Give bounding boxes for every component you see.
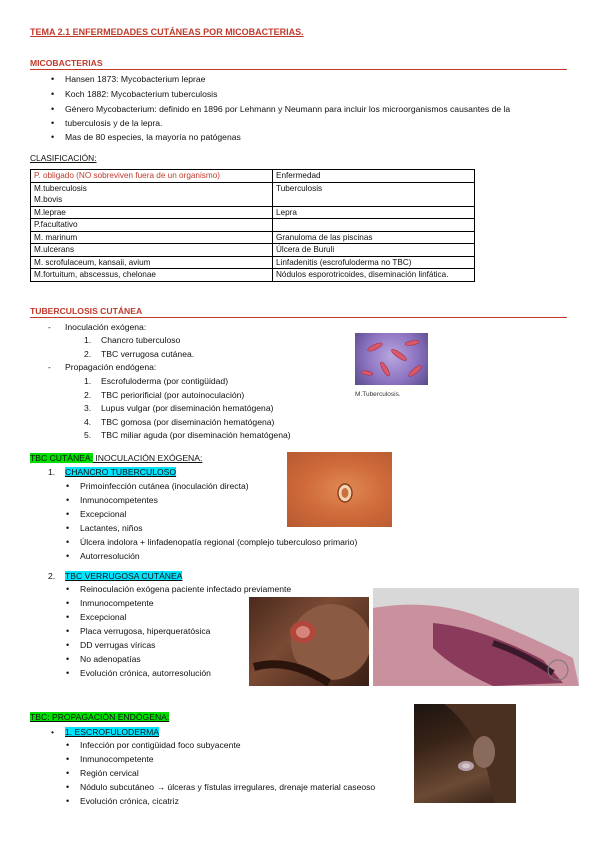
list-item: 3. Lupus vulgar (por diseminación hematógena) (84, 403, 274, 414)
table-cell: M.tuberculosis M.bovis (31, 182, 273, 206)
image-caption: M.Tuberculosis. (355, 391, 401, 398)
table-cell: P.facultativo (31, 219, 273, 232)
list-item: • Nódulo subcutáneo → úlceras y fístulas irregulares, drenaje material caseoso (66, 782, 426, 793)
list-item: • Género Mycobacterium: definido en 1896 por Lehmann y Neumann para incluir los microorganismos causantes de la (51, 104, 561, 115)
group-label: Propagación endógena: (65, 362, 157, 372)
table-row (31, 269, 475, 282)
highlight-label: TBC CUTÁNEA: (30, 453, 94, 463)
list-item: • Excepcional (66, 612, 366, 623)
micobacterias-list (51, 74, 561, 143)
table-row (31, 206, 475, 219)
list-item: • Mas de 80 especies, la mayoría no patógenas (51, 132, 561, 143)
table-row (31, 219, 475, 232)
list-item: 2. TBC periorificial (por autoinoculación) (84, 389, 245, 400)
verrugosa-foot-photo (373, 588, 579, 686)
table-cell: Tuberculosis (273, 182, 475, 206)
verrugosa-face-photo (249, 597, 369, 686)
table-header-cell: P. obligado (NO sobreviven fuera de un organismo) (31, 170, 273, 183)
list-item: • No adenopatías (66, 654, 366, 665)
chancro-photo (287, 452, 392, 527)
table-header-row (31, 170, 475, 183)
propagacion-heading: TBC: PROPAGACIÓN ENDÓGENA: (30, 712, 170, 722)
table-cell (273, 219, 475, 232)
escrofuloderma-title: • 1. ESCROFULODERMA (51, 727, 160, 737)
chancro-title: 1. CHANCRO TUBERCULOSO (48, 467, 177, 477)
escrofuloderma-photo (414, 704, 516, 803)
list-item: • Inmunocompetente (66, 598, 366, 609)
section-divider (30, 69, 567, 70)
table-row (31, 231, 475, 244)
list-item: 5. TBC miliar aguda (por diseminación hematógena) (84, 430, 291, 441)
list-item: • Lactantes, niños (66, 523, 426, 534)
tbc-heading: TUBERCULOSIS CUTÁNEA (30, 306, 143, 316)
table-cell: Linfadenitis (escrofuloderma no TBC) (273, 256, 475, 269)
verrugosa-title: 2. TBC VERRUGOSA CUTÁNEA (48, 571, 183, 581)
tbc-inoculacion-list (84, 334, 194, 361)
list-item: • Autorresolución (66, 551, 426, 562)
list-item: • Evolución crónica, autorresolución (66, 668, 366, 679)
list-item: 1. Chancro tuberculoso (84, 335, 181, 345)
table-cell: Lepra (273, 206, 475, 219)
list-item: • Región cervical (66, 768, 426, 779)
table-cell: M. marinum (31, 231, 273, 244)
list-item: • Placa verrugosa, hiperqueratósica (66, 626, 366, 637)
table-cell: M. scrofulaceum, kansaii, avium (31, 256, 273, 269)
list-item: • DD verrugas víricas (66, 640, 366, 651)
tbc-group-inoculacion: - Inoculación exógena: (48, 322, 147, 332)
list-item: • Úlcera indolora + linfadenopatía regional (complejo tuberculoso primario) (66, 537, 426, 548)
table-cell: Nódulos esporotricoides, diseminación linfática. (273, 269, 475, 282)
section-divider (30, 317, 567, 318)
clasificacion-heading: CLASIFICACIÓN: (30, 153, 97, 163)
escrofuloderma-list (66, 740, 426, 807)
table-cell: M.ulcerans (31, 244, 273, 257)
list-item: 2. TBC verrugosa cutánea. (84, 348, 195, 359)
list-item: • Primoinfección cutánea (inoculación directa) (66, 481, 426, 492)
list-item: • Reinoculación exógena paciente infectado previamente (66, 584, 366, 595)
tbc-group-propagacion: - Propagación endógena: (48, 362, 157, 372)
list-item: • Evolución crónica, cicatriz (66, 796, 426, 807)
tbc-propagacion-list (84, 375, 291, 443)
heading-text: INOCULACIÓN EXÓGENA: (93, 453, 203, 463)
mycobacterium-image (355, 333, 428, 385)
micobacterias-heading: MICOBACTERIAS (30, 58, 103, 68)
list-item: • Koch 1882: Mycobacterium tuberculosis (51, 89, 561, 100)
list-item: 1. Escrofuloderma (por contigüidad) (84, 376, 229, 386)
table-cell: Granuloma de las piscinas (273, 231, 475, 244)
table-row (31, 182, 475, 206)
table-cell: M.fortuitum, abscessus, chelonae (31, 269, 273, 282)
list-item: 4. TBC gomosa (por diseminación hematógena) (84, 416, 275, 427)
list-item: • Excepcional (66, 509, 426, 520)
table-cell: M.leprae (31, 206, 273, 219)
list-item: • Hansen 1873: Mycobacterium leprae (51, 74, 561, 85)
clasificacion-table (30, 169, 475, 282)
list-item: • Inmunocompetente (66, 754, 426, 765)
inoculacion-heading (30, 453, 202, 463)
table-row (31, 256, 475, 269)
group-label: Inoculación exógena: (65, 322, 147, 332)
page-title: TEMA 2.1 ENFERMEDADES CUTÁNEAS POR MICOBACTERIAS. (30, 27, 304, 37)
table-row (31, 244, 475, 257)
table-cell: Úlcera de Buruli (273, 244, 475, 257)
table-header-cell: Enfermedad (273, 170, 475, 183)
list-item: • Infección por contigüidad foco subyacente (66, 740, 426, 751)
list-item: • Inmunocompetentes (66, 495, 426, 506)
list-item-continuation: • tuberculosis y de la lepra. (51, 118, 561, 129)
